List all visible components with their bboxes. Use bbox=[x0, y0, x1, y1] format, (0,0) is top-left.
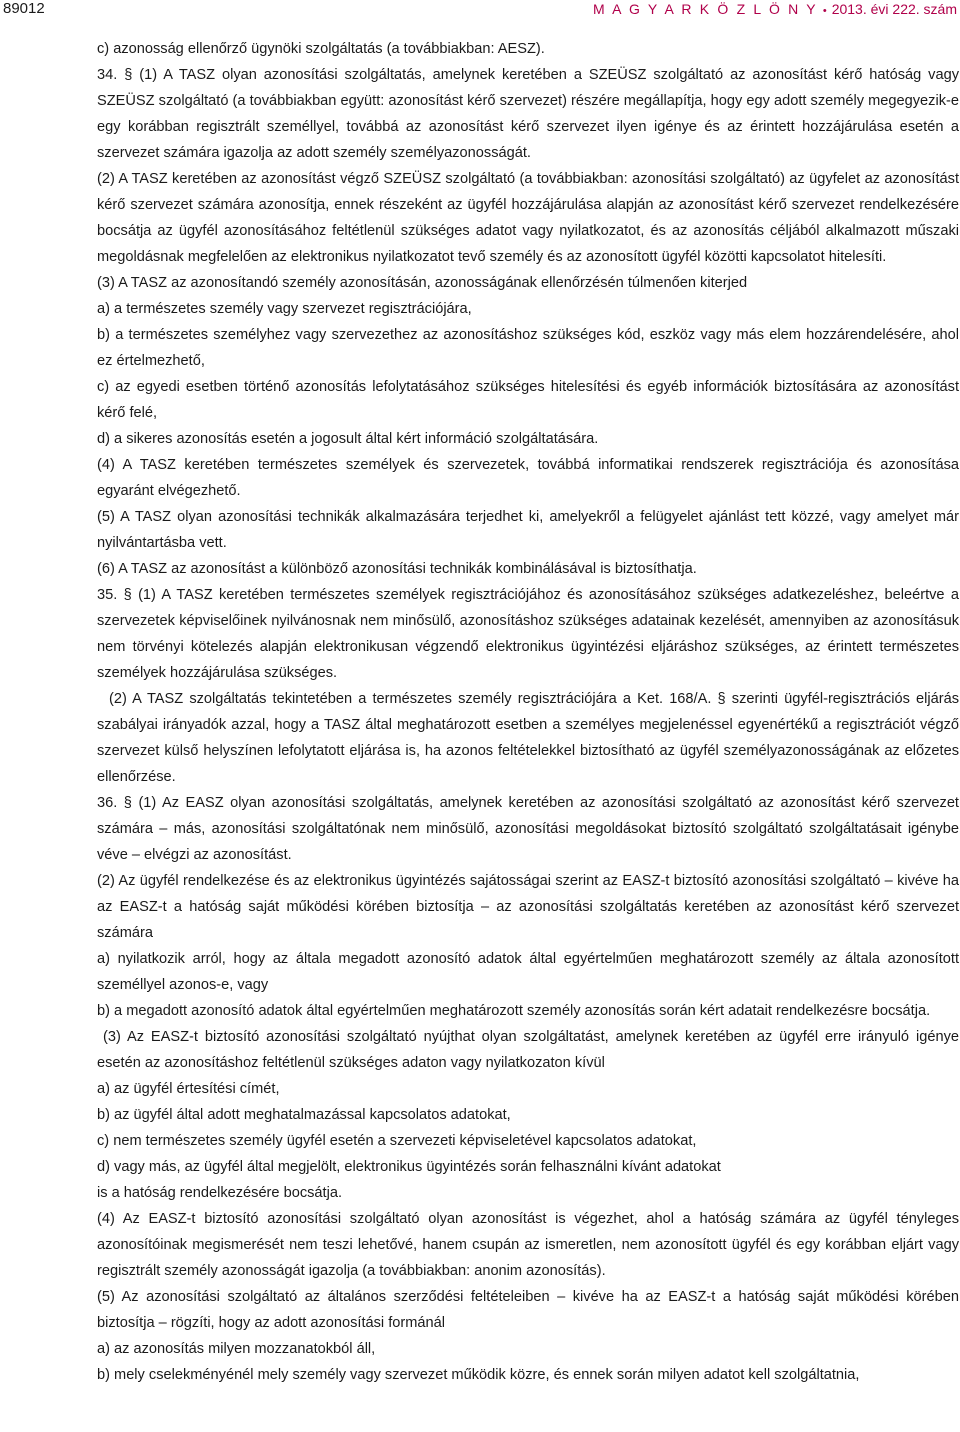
paragraph: d) a sikeres azonosítás esetén a jogosult által kért információ szolgáltatására. bbox=[97, 431, 599, 447]
paragraph: a) az azonosítás milyen mozzanatokból áll, bbox=[97, 1341, 376, 1357]
paragraph: (4) Az EASZ-t biztosító azonosítási szolgáltató olyan azonosítást is végezhet, ahol a hatóság számára az ügyfél tényleges azonosítóinak megismerését nem teszi lehetővé, hanem csupán az ismeretlen, nem azonosított ügyfél és egy korábban eljárt vagy regisztrált személy azonosságát igazolja (a továbbiakban: anonim azonosítás). bbox=[97, 1211, 959, 1279]
paragraph: c) nem természetes személy ügyfél esetén a szervezeti képviseletével kapcsolatos adatokat, bbox=[97, 1133, 697, 1149]
paragraph: b) a megadott azonosító adatok által egyértelműen meghatározott személy azonosítás során kért adatait rendelkezésre bocsátja. bbox=[97, 1003, 931, 1019]
page-number: 89012 bbox=[3, 0, 45, 17]
paragraph: a) nyilatkozik arról, hogy az általa megadott azonosító adatok által egyértelműen meghatározott személy az általa azonosított személlyel azonos-e, vagy bbox=[97, 951, 959, 993]
paragraph: (5) Az azonosítási szolgáltató az általános szerződési feltételeiben – kivéve ha az EASZ-t a hatóság saját működési körében biztosítja – rögzíti, hogy az adott azonosítási formánál bbox=[97, 1289, 959, 1331]
paragraph: (2) A TASZ szolgáltatás tekintetében a természetes személy regisztrációjára a Ket. 168/A. § szerinti ügyfél-regisztrációs eljárás szabályai irányadók azzal, hogy a TASZ által meghatározott esetben a személyes megjelenéssel egyenértékű a regisztrációt végző szervezet külső helyszínen lefolytatott eljárása is, ha azonos feltételekkel biztosítható az ügyfél személyazonosságának az előzetes ellenőrzése. bbox=[97, 691, 959, 785]
paragraph: b) a természetes személyhez vagy szervezethez az azonosításhoz szükséges kód, eszköz vagy más elem hozzárendelésére, ahol ez értelmezhető, bbox=[97, 327, 959, 369]
paragraph: c) azonosság ellenőrző ügynöki szolgáltatás (a továbbiakban: AESZ). bbox=[97, 41, 545, 57]
paragraph: (6) A TASZ az azonosítást a különböző azonosítási technikák kombinálásával is biztosíthatja. bbox=[97, 561, 697, 577]
document-body bbox=[97, 36, 959, 1388]
paragraph: (2) Az ügyfél rendelkezése és az elektronikus ügyintézés sajátosságai szerint az EASZ-t biztosító azonosítási szolgáltató – kivéve ha az EASZ-t a hatóság saját működési körében biztosítja – az azonosítási szolgáltatás keretében az azonosítást kérő szervezet számára bbox=[97, 873, 959, 941]
paragraph: 36. § (1) Az EASZ olyan azonosítási szolgáltatás, amelynek keretében az azonosítási szolgáltató az azonosítást kérő szervezet számára – más, azonosítási szolgáltatónak nem minősülő, azonosítási megoldásokat biztosító szolgáltató szolgáltatásait igénybe véve – elvégzi az azonosítást. bbox=[97, 795, 959, 863]
paragraph: a) az ügyfél értesítési címét, bbox=[97, 1081, 280, 1097]
journal-title: M A G Y A R K Ö Z L Ö N Y bbox=[592, 1, 818, 17]
issue-number: 2013. évi 222. szám bbox=[831, 1, 957, 17]
paragraph: 35. § (1) A TASZ keretében természetes személyek regisztrációjához és azonosításához szükséges adatkezeléshez, beleértve a szervezetek képviselőinek nyilvánosnak nem minősülő, azonosításhoz szükséges adatainak kezelését, amennyiben az azonosításuk nem törvényi kötelezés alapján elektronikusan végzendő elektronikus ügyintézési eljáráshoz szükséges, az érintett természetes személyek hozzájárulása szükséges. bbox=[97, 587, 959, 681]
paragraph: (3) A TASZ az azonosítandó személy azonosításán, azonosságának ellenőrzésén túlmenően kiterjed bbox=[97, 275, 748, 291]
paragraph: b) mely cselekményénél mely személy vagy szervezet működik közre, és ennek során milyen adatot kell szolgáltatnia, bbox=[97, 1367, 860, 1383]
paragraph: d) vagy más, az ügyfél által megjelölt, elektronikus ügyintézés során felhasználni kívánt adatokat bbox=[97, 1159, 721, 1175]
paragraph: is a hatóság rendelkezésére bocsátja. bbox=[97, 1185, 343, 1201]
paragraph: (2) A TASZ keretében az azonosítást végző SZEÜSZ szolgáltató (a továbbiakban: azonosítási szolgáltató) az ügyfelet az azonosítást kérő szervezet számára azonosítja, ennek részeként az ügyfél hozzájárulása alapján az azonosítást kérő szervezet rendelkezésére bocsátja az ügyfél azonosításához feltétlenül szükséges adatot vagy nyilatkozatot, és az azonosítás céljából alkalmazott műszaki megoldásnak megfelelően az elektronikus nyilatkozatot tevő személy és az azonosított ügyfél közötti kapcsolatot hitelesíti. bbox=[97, 171, 959, 265]
paragraph: (5) A TASZ olyan azonosítási technikák alkalmazására terjedhet ki, amelyekről a felügyelet ajánlást tett közzé, vagy amelyet már nyilvántartásba vett. bbox=[97, 509, 959, 551]
paragraph: 34. § (1) A TASZ olyan azonosítási szolgáltatás, amelynek keretében a SZEÜSZ szolgáltató az azonosítást kérő hatóság vagy SZEÜSZ szolgáltató (a továbbiakban együtt: azonosítást kérő szervezet) részére megállapítja, hogy egy adott személy megegyezik-e egy korábban regisztrált személlyel, továbbá az azonosítást kérő szervezet ilyen igénye és az érintett hozzájárulása esetén a szervezet számára igazolja az adott személy személyazonosságát. bbox=[97, 67, 959, 161]
bullet-separator: • bbox=[822, 5, 827, 17]
paragraph: a) a természetes személy vagy szervezet regisztrációjára, bbox=[97, 301, 472, 317]
paragraph: (3) Az EASZ-t biztosító azonosítási szolgáltató nyújthat olyan szolgáltatást, amelynek keretében az ügyfél erre irányuló igénye esetén az azonosításhoz feltétlenül szükséges adaton vagy nyilatkozaton kívül bbox=[97, 1029, 959, 1071]
paragraph: c) az egyedi esetben történő azonosítás lefolytatásához szükséges hitelesítési és egyéb információk biztosítására az azonosítást kérő felé, bbox=[97, 379, 959, 421]
paragraph: b) az ügyfél által adott meghatalmazással kapcsolatos adatokat, bbox=[97, 1107, 511, 1123]
paragraph: (4) A TASZ keretében természetes személyek és szervezetek, továbbá informatikai rendszerek regisztrációja és azonosítása egyaránt elvégezhető. bbox=[97, 457, 959, 499]
running-head bbox=[593, 1, 957, 17]
page-header bbox=[0, 0, 960, 22]
